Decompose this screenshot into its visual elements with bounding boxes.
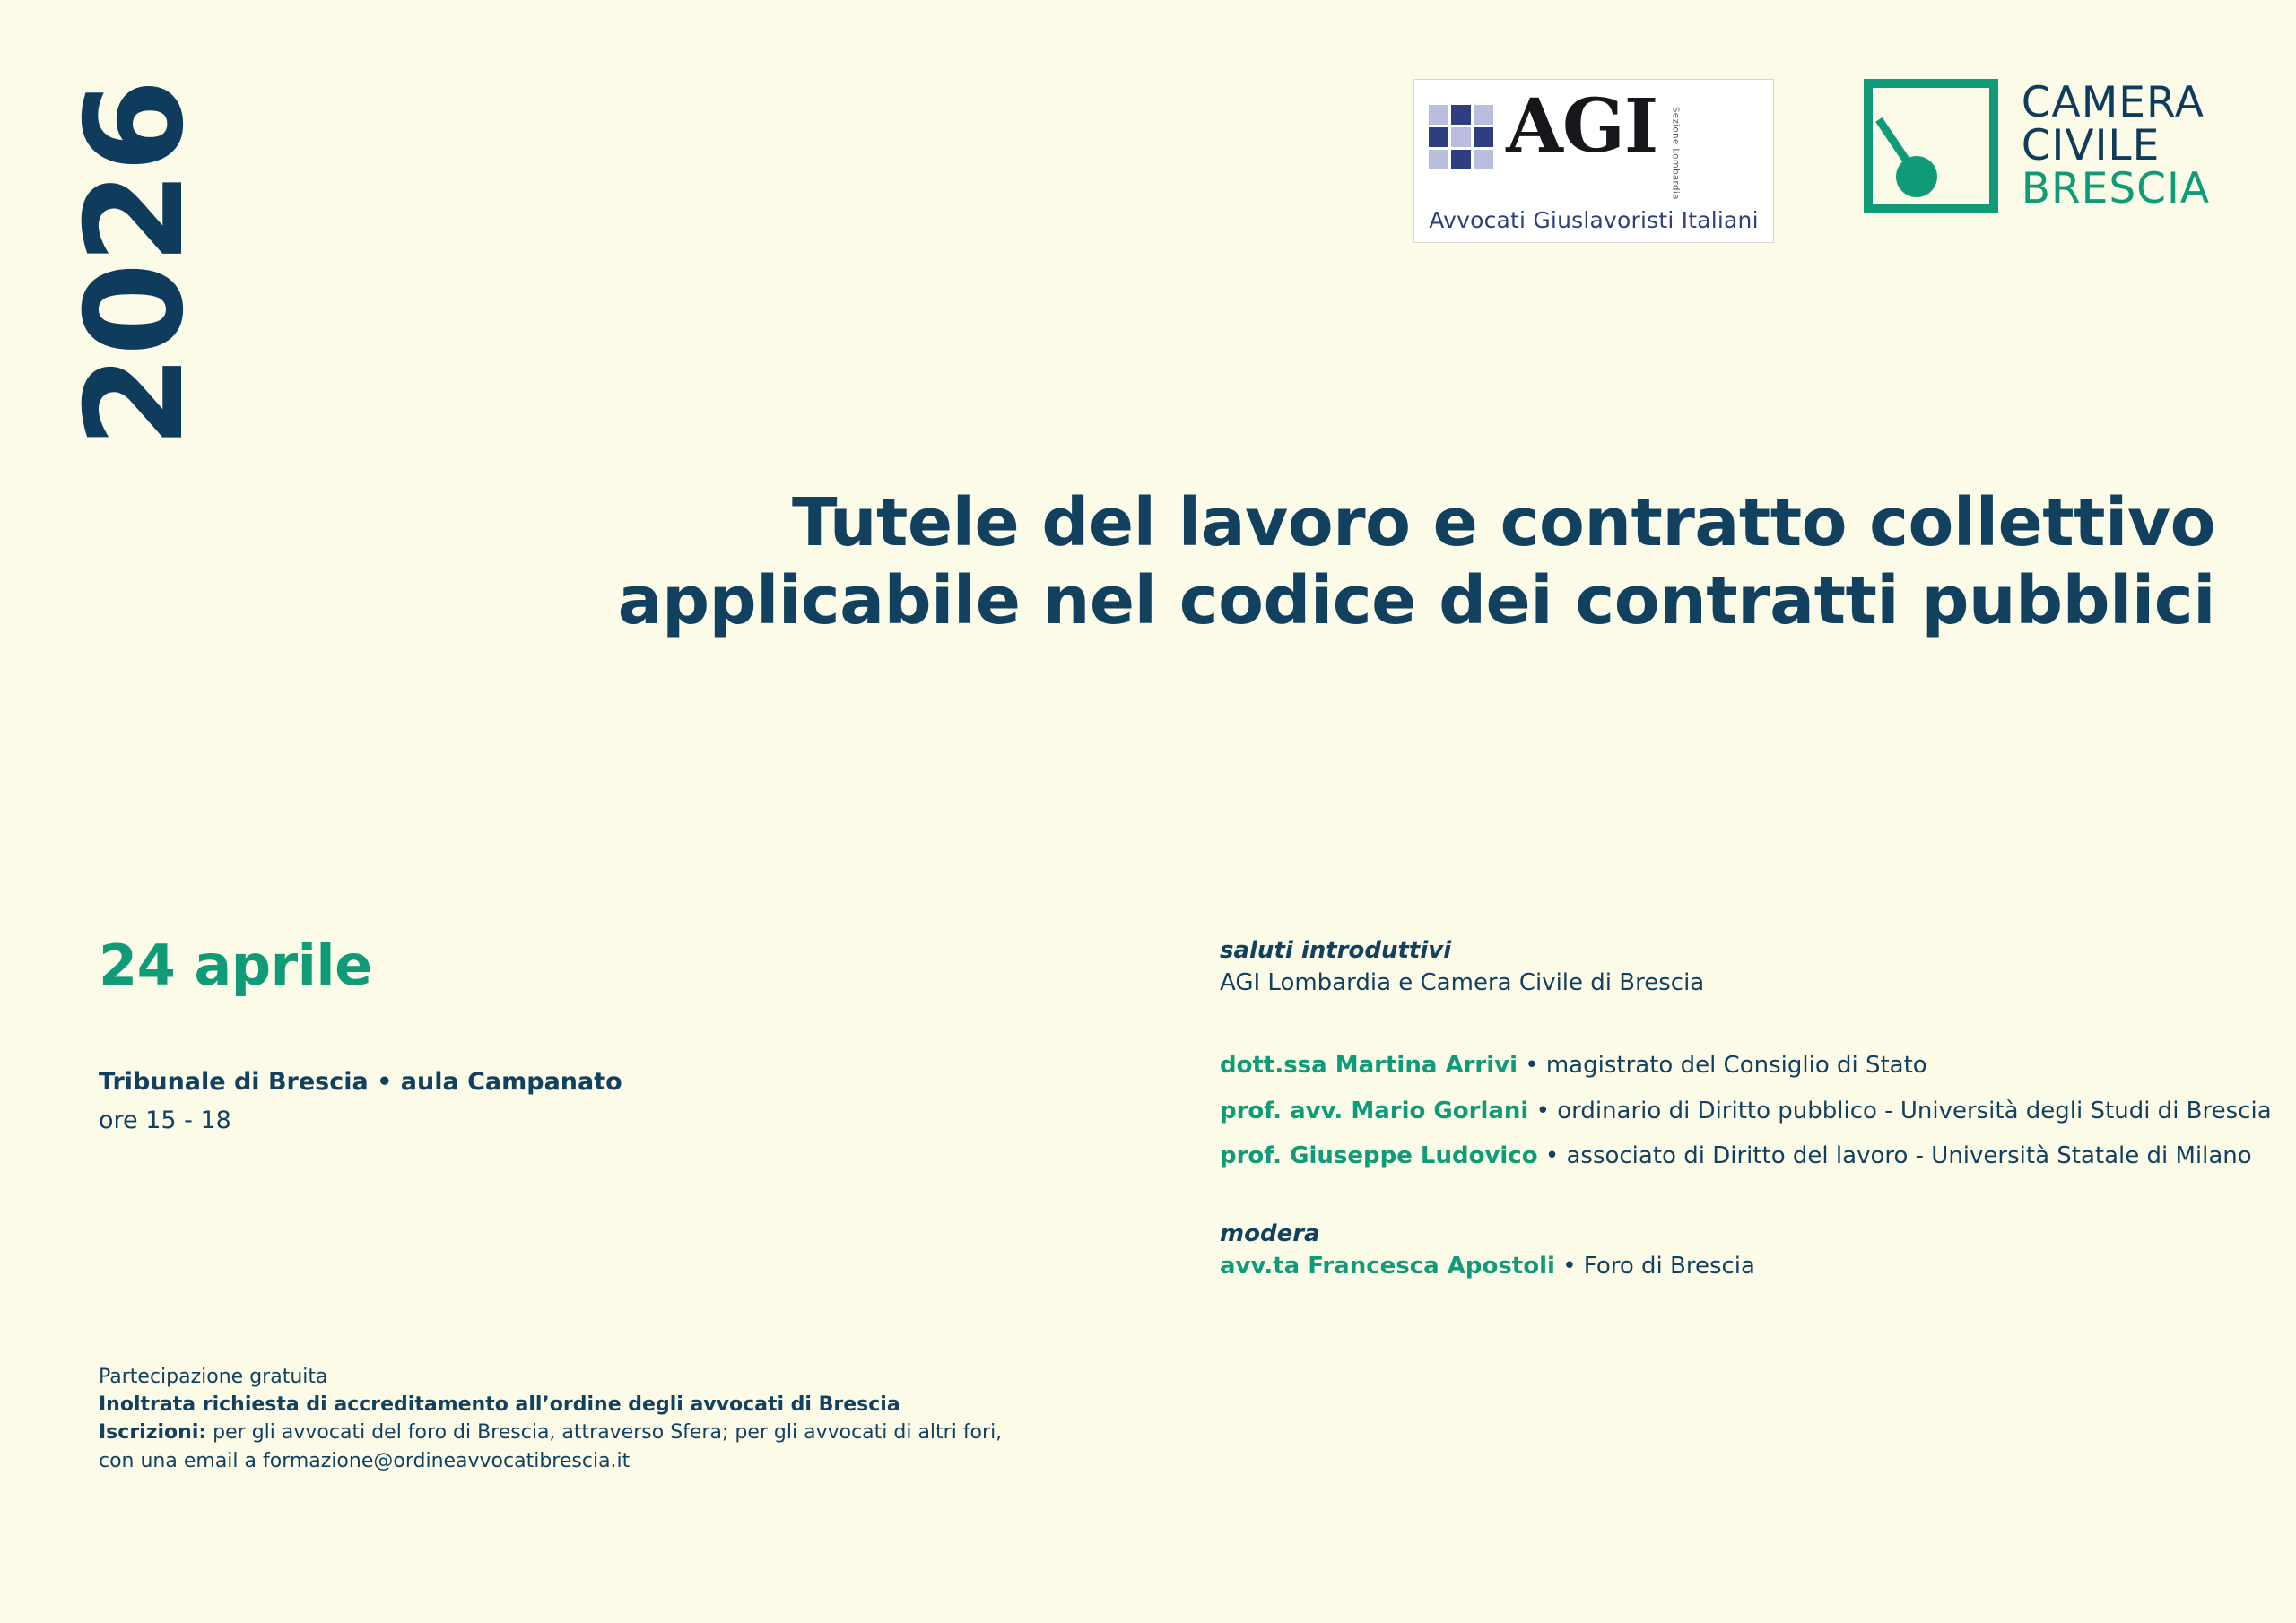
event-venue: Tribunale di Brescia • aula Campanato — [99, 1068, 622, 1096]
list-item — [1220, 1133, 2272, 1179]
agi-squares-icon — [1429, 105, 1493, 169]
registration-text: per gli avvocati del foro di Brescia, attraverso Sfera; per gli avvocati di altri fori, — [206, 1421, 1003, 1445]
footnote-block — [99, 1363, 1002, 1475]
speaker-name: prof. avv. Mario Gorlani — [1220, 1097, 1529, 1124]
title-line-2: applicabile nel codice dei contratti pubblici — [617, 562, 2215, 640]
moderator-line — [1220, 1253, 2272, 1280]
event-time: ore 15 - 18 — [99, 1107, 231, 1135]
footnote-line-4: con una email a formazione@ordineavvocatibrescia.it — [99, 1449, 631, 1472]
camera-civile-wordmark — [2021, 78, 2210, 213]
moderator-name: avv.ta Francesca Apostoli — [1220, 1253, 1555, 1280]
agi-logo-top — [1429, 83, 1681, 200]
speaker-role: • magistrato del Consiglio di Stato — [1525, 1052, 1927, 1079]
speaker-list — [1220, 1043, 2272, 1179]
speaker-name: prof. Giuseppe Ludovico — [1220, 1142, 1538, 1170]
moderator-label: modera — [1220, 1220, 1320, 1248]
list-item — [1220, 1089, 2272, 1134]
greetings-label: saluti introduttivi — [1220, 937, 1452, 964]
speaker-role: • associato di Diritto del lavoro - Università Statale di Milano — [1544, 1142, 2252, 1170]
page-title — [556, 484, 2215, 641]
event-date: 24 aprile — [99, 933, 372, 998]
camera-civile-logo — [1864, 79, 2210, 213]
greetings-text: AGI Lombardia e Camera Civile di Brescia — [1220, 969, 1705, 996]
program-block — [1220, 937, 2272, 1280]
speaker-name: dott.ssa Martina Arrivi — [1220, 1052, 1518, 1079]
camera-civile-line1: CAMERA — [2021, 78, 2205, 128]
moderator-block — [1220, 1220, 2272, 1280]
moderator-role: • Foro di Brescia — [1562, 1253, 1755, 1280]
footnote-line-1: Partecipazione gratuita — [99, 1366, 328, 1388]
speaker-role: • ordinario di Diritto pubblico - Università degli Studi di Brescia — [1535, 1097, 2272, 1124]
footnote-line-3 — [99, 1419, 1002, 1446]
agi-subtitle: Avvocati Giuslavoristi Italiani — [1429, 206, 1759, 233]
agi-logo — [1413, 79, 1773, 243]
camera-civile-line2: CIVILE — [2021, 121, 2161, 171]
year-label: 2026 — [57, 81, 213, 448]
camera-civile-mark-icon — [1864, 79, 1998, 213]
agi-section-label: Sezione Lombardia — [1670, 107, 1681, 200]
agi-wordmark: AGI — [1506, 83, 1658, 169]
list-item — [1220, 1043, 2272, 1089]
camera-civile-line3: BRESCIA — [2021, 163, 2210, 213]
title-line-1: Tutele del lavoro e contratto collettivo — [792, 484, 2215, 561]
logo-group — [1413, 79, 2210, 243]
event-venue-block — [99, 1063, 622, 1140]
registration-label: Iscrizioni: — [99, 1421, 207, 1445]
footnote-line-2: Inoltrata richiesta di accreditamento all’ordine degli avvocati di Brescia — [99, 1393, 900, 1417]
